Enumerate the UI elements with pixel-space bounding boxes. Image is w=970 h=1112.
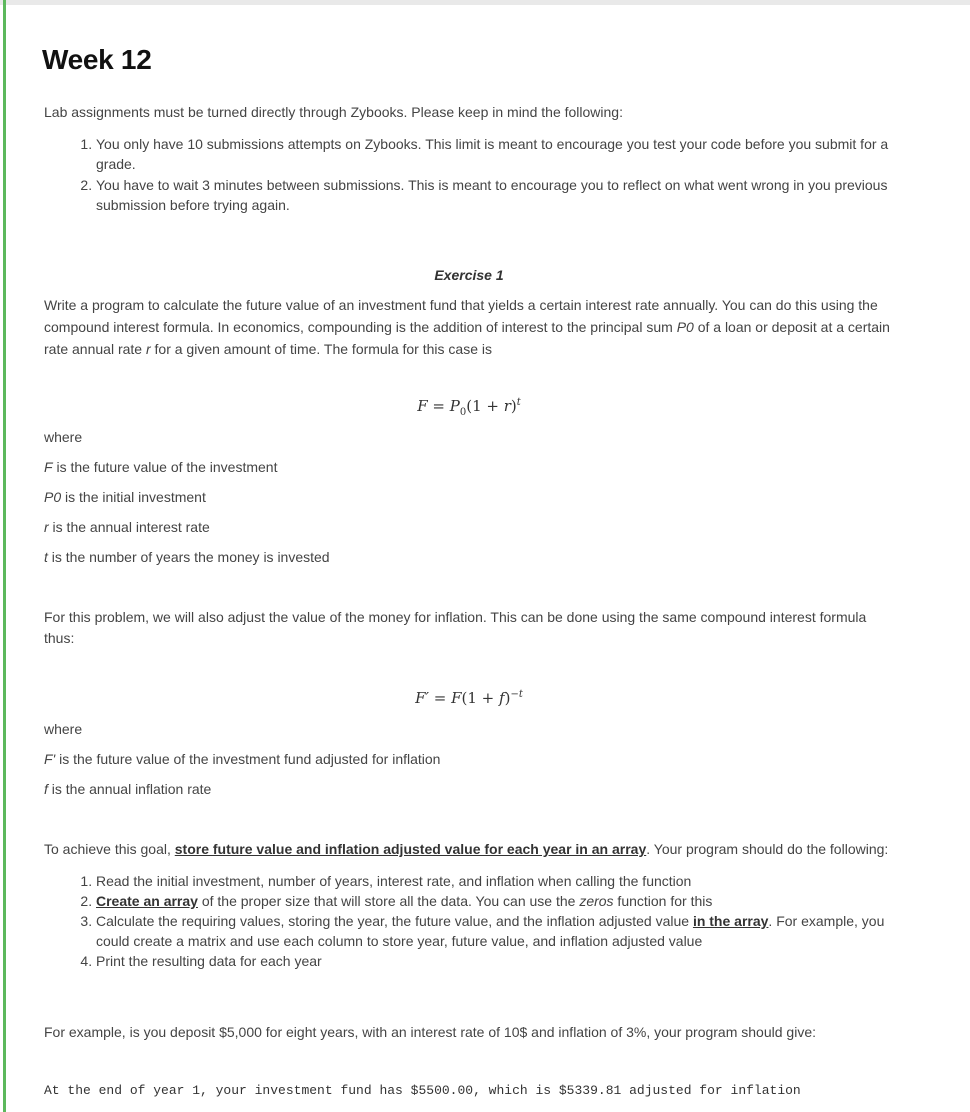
where-label: where [44,721,83,737]
inflation-formula: $F' = F(1 + f)^{-t}$ [415,689,523,707]
list-item: 2. Create an array of the proper size that will store all the data. You can use the zeros function for this [96,891,894,911]
list-item: 3. Calculate the requiring values, storing the year, the future value, and the inflation adjusted value in the array. For example, you could create a matrix and use each column to store year, future value, and inflation adjusted value [96,911,894,951]
intro-paragraph: Lab assignments must be turned directly through Zybooks. Please keep in mind the following: [44,104,623,120]
definition-item: F is the future value of the investment [44,459,278,475]
example-output-line: At the end of year 1, your investment fund has $5500.00, which is $5339.81 adjusted for inflation [44,1083,801,1098]
goal-paragraph: To achieve this goal, store future value and inflation adjusted value for each year in an array. Your program should do the following: [44,841,889,857]
exercise-heading [44,265,894,286]
definition-item: F' is the future value of the investment fund adjusted for inflation [44,751,441,767]
definition-item: t is the number of years the money is invested [44,549,330,565]
steps-list [44,871,894,971]
list-item: 1. Read the initial investment, number of years, interest rate, and inflation when calling the function [96,871,894,891]
intro-list [44,134,894,215]
inflation-paragraph: For this problem, we will also adjust the value of the money for inflation. This can be done using the same compound interest formula thus: [44,609,867,646]
list-item: 1. You only have 10 submissions attempts on Zybooks. This limit is meant to encourage you test your code before you submit for a grade. [96,134,894,174]
list-item: 2. You have to wait 3 minutes between submissions. This is meant to encourage you to reflect on what went wrong in you previous submission before trying again. [96,175,894,215]
exercise-heading-text: Exercise 1 [434,267,504,283]
where-label: where [44,429,83,445]
page-title: Week 12 [42,44,152,75]
top-border [0,0,970,5]
exercise-paragraph: Write a program to calculate the future value of an investment fund that yields a certain interest rate annually. You can do this using the compound interest formula. In economics, compounding is the addition of interest to the principal sum P0 of a loan or deposit at a certain rate annual rate r for a given amount of time. The formula for this case is [44,297,890,357]
compound-interest-formula: $F = P_0(1 + r)^t$ [417,397,521,418]
list-item: 4. Print the resulting data for each year [96,951,894,971]
definition-item: P0 is the initial investment [44,489,206,505]
definition-item: r is the annual interest rate [44,519,210,535]
left-accent-bar [3,0,6,1112]
example-paragraph: For example, is you deposit $5,000 for eight years, with an interest rate of 10$ and inflation of 3%, your program should give: [44,1024,816,1040]
definition-item: f is the annual inflation rate [44,781,212,797]
